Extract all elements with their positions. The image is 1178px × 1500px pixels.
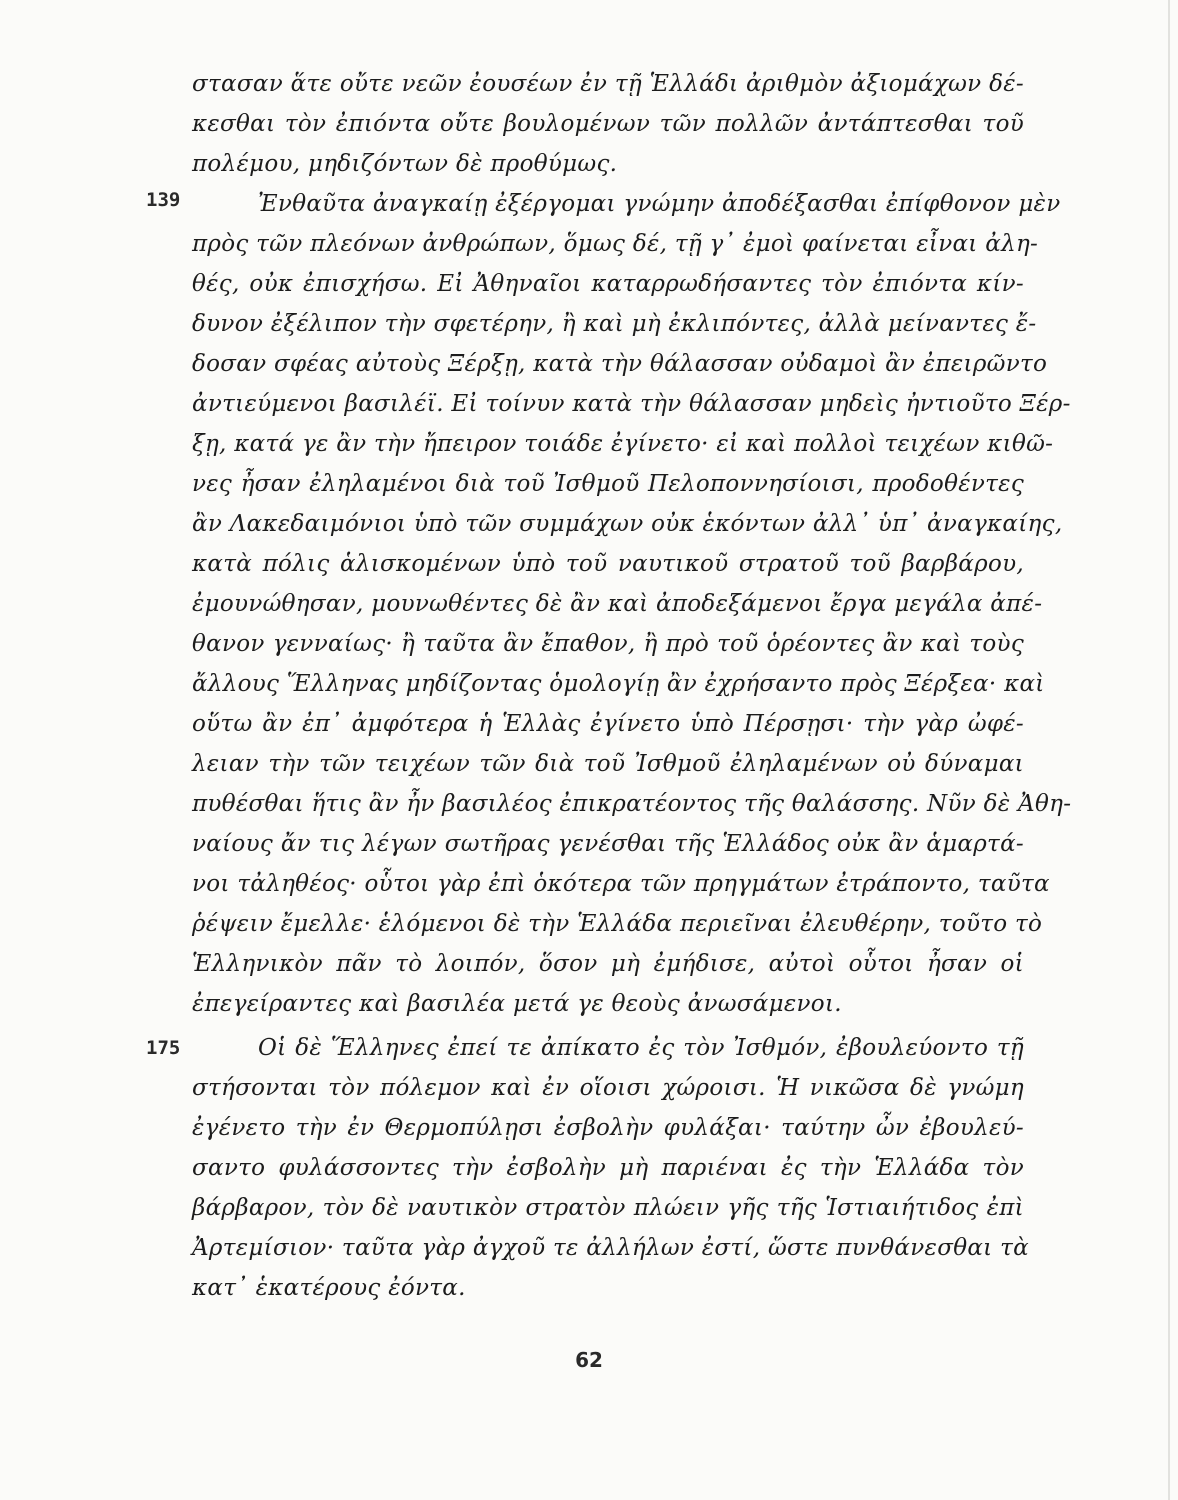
section-number-139: 139	[146, 189, 181, 211]
text-line: θές, οὐκ ἐπισχήσω. Εἰ Ἀθηναῖοι καταρρωδήσαντες τὸν ἐπιόντα κίν-	[192, 271, 1024, 297]
text-line: δοσαν σφέας αὐτοὺς Ξέρξῃ, κατὰ τὴν θάλασσαν οὐδαμοὶ ἂν ἐπειρῶντο	[192, 351, 1048, 377]
text-line: δυνον ἐξέλιπον τὴν σφετέρην, ἢ καὶ μὴ ἐκλιπόντες, ἀλλὰ μείναντες ἔ-	[192, 311, 1037, 337]
text-line: θανον γενναίως· ἢ ταῦτα ἂν ἔπαθον, ἢ πρὸ τοῦ ὁρέοντες ἂν καὶ τοὺς	[192, 631, 1024, 657]
text-line: ἐγένετο τὴν ἐν Θερμοπύλῃσι ἐσβολὴν φυλάξαι· ταύτην ὦν ἐβουλεύ-	[192, 1115, 1024, 1141]
text-line: ἀντιεύμενοι βασιλέϊ. Εἰ τοίνυν κατὰ τὴν θάλασσαν μηδεὶς ἠντιοῦτο Ξέρ-	[192, 391, 1071, 417]
text-line: οὕτω ἂν ἐπ᾽ ἀμφότερα ἡ Ἑλλὰς ἐγίνετο ὑπὸ Πέρσῃσι· τὴν γὰρ ὠφέ-	[192, 711, 1024, 737]
text-line: κεσθαι τὸν ἐπιόντα οὔτε βουλομένων τῶν πολλῶν ἀντάπτεσθαι τοῦ	[192, 111, 1024, 137]
text-line: ἐμουνώθησαν, μουνωθέντες δὲ ἂν καὶ ἀποδεξάμενοι ἔργα μεγάλα ἀπέ-	[192, 591, 1043, 617]
text-line: σαντο φυλάσσοντες τὴν ἐσβολὴν μὴ παριέναι ἐς τὴν Ἑλλάδα τὸν	[192, 1155, 1024, 1181]
text-line: ναίους ἄν τις λέγων σωτῆρας γενέσθαι τῆς Ἑλλάδος οὐκ ἂν ἁμαρτά-	[192, 831, 1024, 857]
text-line: κατὰ πόλις ἁλισκομένων ὑπὸ τοῦ ναυτικοῦ στρατοῦ τοῦ βαρβάρου,	[192, 551, 1024, 577]
text-line: νοι τἀληθέος· οὗτοι γὰρ ἐπὶ ὁκότερα τῶν πρηγμάτων ἐτράποντο, ταῦτα	[192, 871, 1050, 897]
text-line: νες ἦσαν ἐληλαμένοι διὰ τοῦ Ἰσθμοῦ Πελοποννησίοισι, προδοθέντες	[192, 471, 1024, 497]
text-line: στασαν ἅτε οὔτε νεῶν ἐουσέων ἐν τῇ Ἑλλάδι ἀριθμὸν ἀξιομάχων δέ-	[192, 71, 1024, 97]
text-line: ἂν Λακεδαιμόνιοι ὑπὸ τῶν συμμάχων οὐκ ἑκόντων ἀλλ᾽ ὑπ᾽ ἀναγκαίης,	[192, 511, 1063, 537]
text-line: στήσονται τὸν πόλεμον καὶ ἐν οἵοισι χώροισι. Ἡ νικῶσα δὲ γνώμη	[192, 1075, 1024, 1101]
text-line: Ἐνθαῦτα ἀναγκαίῃ ἐξέργομαι γνώμην ἀποδέξασθαι ἐπίφθονον μὲν	[258, 191, 1061, 217]
section-number-175: 175	[146, 1037, 181, 1059]
text-line: πυθέσθαι ἥτις ἂν ἦν βασιλέος ἐπικρατέοντος τῆς θαλάσσης. Νῦν δὲ Ἀθη-	[192, 791, 1072, 817]
text-line: ῥέψειν ἔμελλε· ἑλόμενοι δὲ τὴν Ἑλλάδα περιεῖναι ἐλευθέρην, τοῦτο τὸ	[192, 911, 1043, 937]
text-line: ἐπεγείραντες καὶ βασιλέα μετά γε θεοὺς ἀνωσάμενοι.	[192, 991, 842, 1017]
text-line: βάρβαρον, τὸν δὲ ναυτικὸν στρατὸν πλώειν γῆς τῆς Ἱστιαιήτιδος ἐπὶ	[192, 1195, 1024, 1221]
page-edge-shadow	[1168, 0, 1170, 1500]
text-line: Ἑλληνικὸν πᾶν τὸ λοιπόν, ὅσον μὴ ἐμήδισε, αὐτοὶ οὗτοι ἦσαν οἱ	[192, 951, 1024, 977]
text-line: πρὸς τῶν πλεόνων ἀνθρώπων, ὅμως δέ, τῇ γ᾽ ἐμοὶ φαίνεται εἶναι ἀλη-	[192, 231, 1039, 257]
text-line: ξῃ, κατά γε ἂν τὴν ἤπειρον τοιάδε ἐγίνετο· εἰ καὶ πολλοὶ τειχέων κιθῶ-	[192, 431, 1054, 457]
text-line: ἄλλους Ἕλληνας μηδίζοντας ὁμολογίῃ ἂν ἐχρήσαντο πρὸς Ξέρξεα· καὶ	[192, 671, 1045, 697]
text-line: Οἱ δὲ Ἕλληνες ἐπεί τε ἀπίκατο ἐς τὸν Ἰσθμόν, ἐβουλεύοντο τῇ	[258, 1035, 1024, 1061]
text-line: κατ᾽ ἑκατέρους ἐόντα.	[192, 1275, 466, 1301]
text-line: πολέμου, μηδιζόντων δὲ προθύμως.	[192, 151, 618, 177]
text-line: λειαν τὴν τῶν τειχέων τῶν διὰ τοῦ Ἰσθμοῦ ἐληλαμένων οὐ δύναμαι	[192, 751, 1024, 777]
page-number: 62	[575, 1348, 603, 1372]
text-line: Ἀρτεμίσιον· ταῦτα γὰρ ἀγχοῦ τε ἀλλήλων ἐστί, ὥστε πυνθάνεσθαι τὰ	[192, 1235, 1029, 1261]
